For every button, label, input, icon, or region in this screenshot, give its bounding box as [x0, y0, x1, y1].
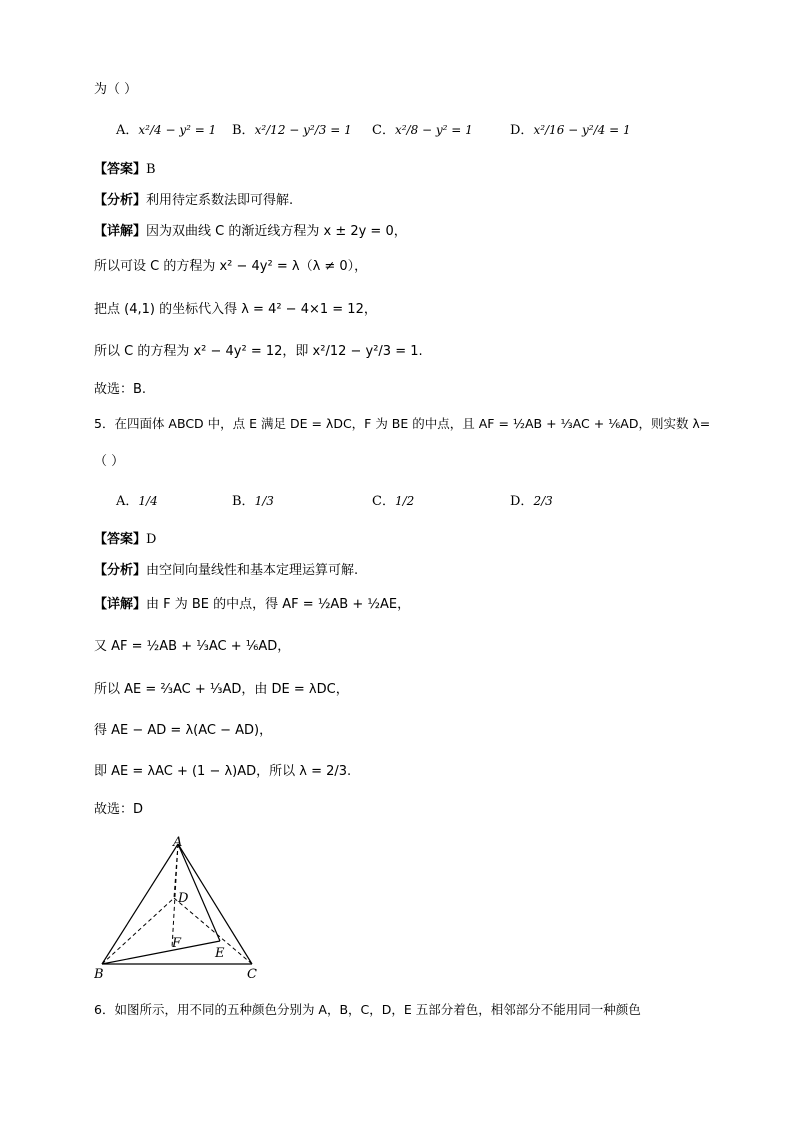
q5-answer: [94, 530, 156, 550]
q4-detail-3: 把点 (4,1) 的坐标代入得 λ = 4² − 4×1 = 12，: [94, 302, 377, 317]
tetrahedron-figure: [94, 836, 274, 986]
answer-tag: 【答案】: [94, 162, 147, 177]
option-label: D．: [510, 123, 534, 138]
q4-option-b[interactable]: [232, 120, 352, 141]
option-expr: x²/4 − y² = 1: [138, 123, 217, 137]
edge-ab: [102, 844, 178, 964]
q4-option-c[interactable]: [372, 120, 473, 141]
q5-detail-1: [94, 595, 410, 615]
option-label: C．: [372, 494, 395, 509]
q5-stem: 5．在四面体 ABCD 中，点 E 满足 DE = λDC，F 为 BE 的中点，且 AF = ½AB + ⅓AC + ⅙AD，则实数 λ=: [94, 416, 711, 431]
option-expr: 1/2: [394, 494, 415, 508]
q4-detail-1: [94, 222, 407, 242]
q5-detail-5: 即 AE = λAC + (1 − λ)AD，所以 λ = 2/3.: [94, 764, 352, 779]
option-label: B．: [232, 123, 255, 138]
q4-detail-2: 所以可设 C 的方程为 x² − 4y² = λ（λ ≠ 0），: [94, 259, 368, 274]
q4-stem-end: 为（ ）: [94, 82, 138, 97]
option-expr: 1/4: [138, 494, 158, 508]
option-label: C．: [372, 123, 395, 138]
answer-tag: 【答案】: [94, 532, 147, 547]
label-f: F: [172, 936, 182, 951]
q5-analysis: [94, 561, 358, 581]
option-label: D．: [510, 494, 534, 509]
detail-text: 由 F 为 BE 的中点，得 AF = ½AB + ½AE，: [146, 597, 411, 612]
q4-answer: [94, 160, 156, 180]
q5-detail-3: 所以 AE = ⅔AC + ⅓AD，由 DE = λDC，: [94, 682, 349, 697]
q4-analysis: [94, 191, 293, 211]
q5-option-a[interactable]: [116, 491, 158, 512]
analysis-text: 由空间向量线性和基本定理运算可解.: [146, 563, 359, 578]
q5-option-b[interactable]: [232, 491, 274, 512]
option-expr: 2/3: [533, 494, 553, 508]
analysis-text: 利用待定系数法即可得解.: [146, 193, 294, 208]
q5-choose: 故选：D: [94, 802, 144, 817]
option-label: A．: [116, 123, 139, 138]
option-expr: x²/8 − y² = 1: [394, 123, 473, 137]
option-expr: x²/12 − y²/3 = 1: [254, 123, 352, 137]
q6-stem: 6．如图所示，用不同的五种颜色分别为 A，B，C，D，E 五部分着色，相邻部分不能用同一种颜色: [94, 1002, 641, 1017]
option-expr: x²/16 − y²/4 = 1: [533, 123, 631, 137]
q5-detail-4: 得 AE − AD = λ(AC − AD)，: [94, 723, 273, 738]
detail-tag: 【详解】: [94, 224, 147, 239]
q5-paren: （ ）: [94, 454, 125, 469]
detail-text: 因为双曲线 C 的渐近线方程为 x ± 2y = 0，: [146, 224, 407, 239]
analysis-tag: 【分析】: [94, 563, 147, 578]
detail-tag: 【详解】: [94, 597, 147, 612]
label-e: E: [215, 946, 225, 961]
q4-option-a[interactable]: [116, 120, 216, 141]
q4-choose: 故选：B.: [94, 382, 147, 397]
label-b: B: [94, 967, 104, 982]
analysis-tag: 【分析】: [94, 193, 147, 208]
option-label: B．: [232, 494, 255, 509]
q5-option-d[interactable]: [510, 491, 553, 512]
option-expr: 1/3: [254, 494, 274, 508]
label-c: C: [247, 967, 257, 982]
answer-value: D: [146, 532, 157, 547]
q4-detail-4: 所以 C 的方程为 x² − 4y² = 12，即 x²/12 − y²/3 = 1.: [94, 344, 423, 359]
option-label: A．: [116, 494, 139, 509]
label-a: A: [173, 836, 183, 850]
line-be: [102, 941, 220, 964]
edge-cd: [174, 898, 252, 964]
q4-option-d[interactable]: [510, 120, 631, 141]
q5-option-c[interactable]: [372, 491, 414, 512]
label-d: D: [178, 891, 189, 906]
q5-detail-2: 又 AF = ½AB + ⅓AC + ⅙AD，: [94, 639, 291, 654]
answer-value: B: [146, 162, 156, 177]
